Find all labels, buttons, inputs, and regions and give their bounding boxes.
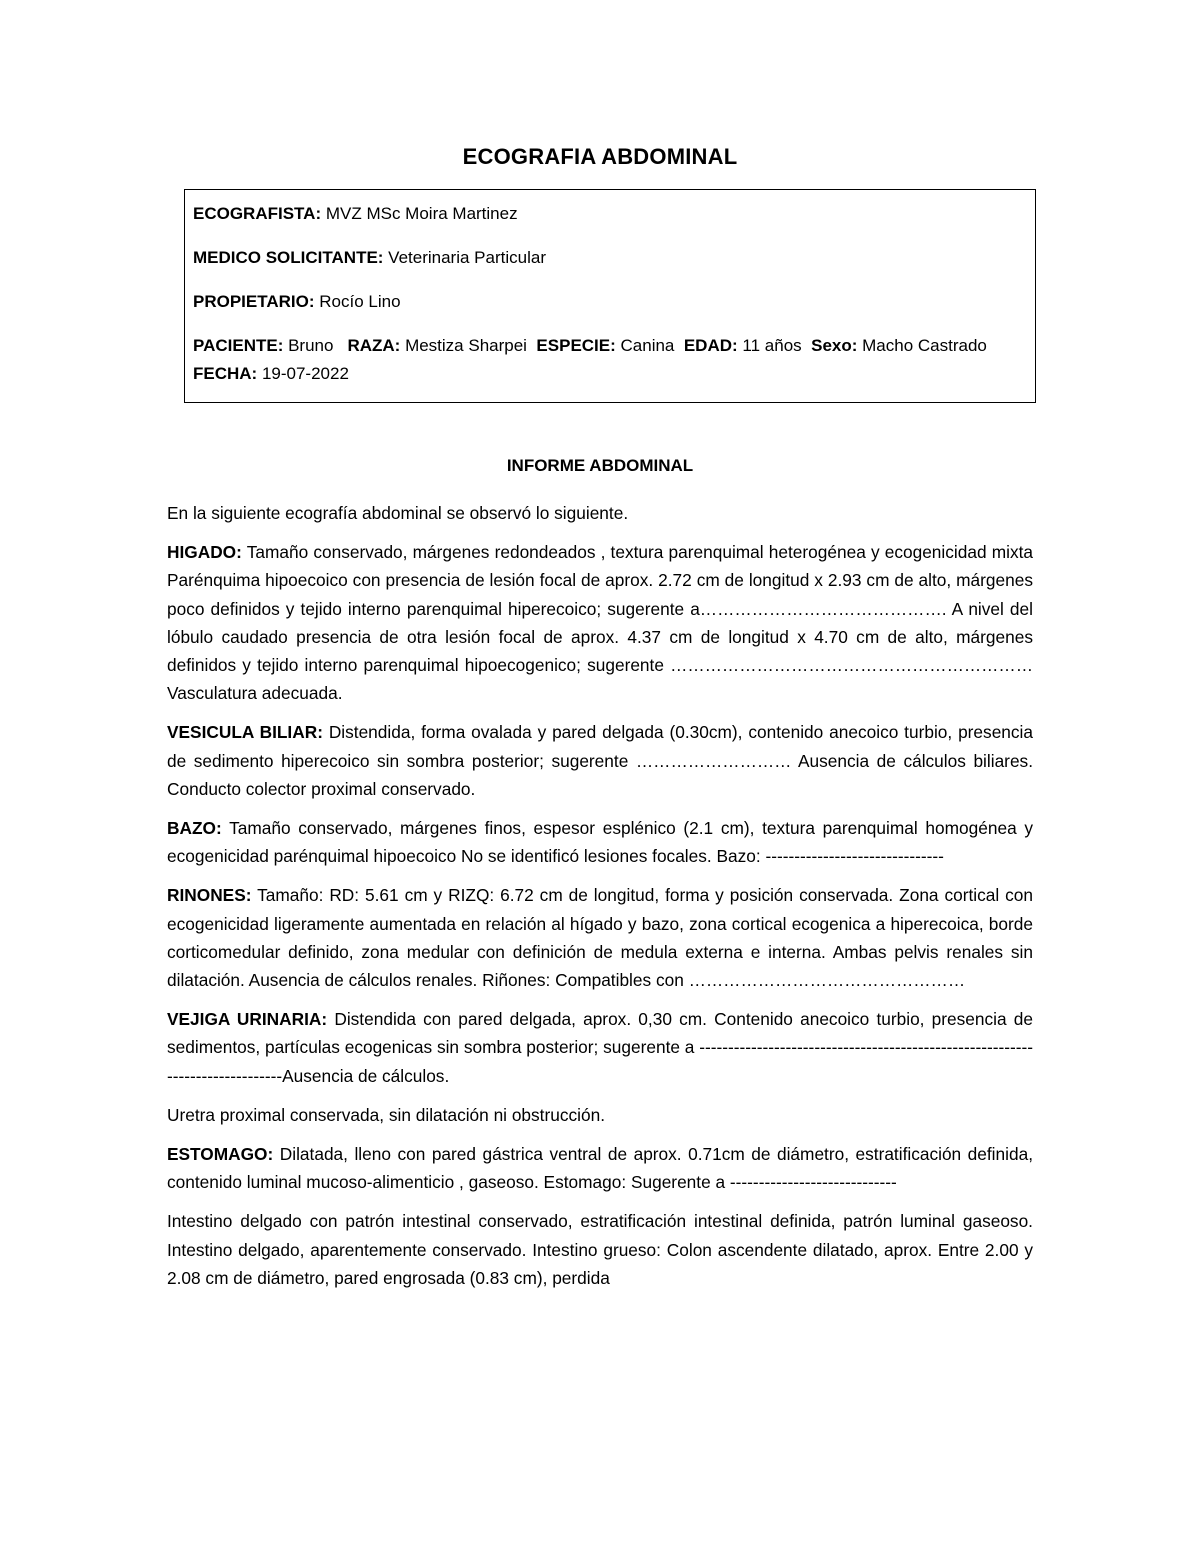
- vesicula-label: VESICULA BILIAR:: [167, 722, 323, 743]
- propietario-label: PROPIETARIO:: [193, 292, 315, 311]
- fecha-label: FECHA:: [193, 364, 258, 383]
- vejiga-text: Distendida con pared delgada, aprox. 0,30 cm. Contenido anecoico turbio, presencia de sedimentos, partículas ecogenicas sin sombra posterior; sugerente a ------------------------------------------------------------------------------Ausencia de cálculos.: [167, 1009, 1033, 1086]
- section-title: INFORME ABDOMINAL: [506, 456, 694, 475]
- paciente-label: PACIENTE:: [193, 336, 284, 355]
- bazo-paragraph: [167, 814, 1033, 870]
- vejiga-paragraph: [167, 1005, 1033, 1090]
- paciente-value: Bruno: [283, 336, 334, 355]
- ecografista-line: [193, 200, 1025, 228]
- higado-text: Tamaño conservado, márgenes redondeados , textura parenquimal heterogénea y ecogenicidad mixta Parénquima hipoecoico con presencia de lesión focal de aprox. 2.72 cm de longitud x 2.93 cm de alto, márgenes poco definidos y tejido interno parenquimal hiperecoico; sugerente a……………………………………. A nivel del lóbulo caudado presencia de otra lesión focal de aprox. 4.37 cm de longitud x 4.70 cm de alto, márgenes definidos y tejido interno parenquimal hipoecogenico; sugerente ………………………………………………………Vasculatura adecuada.: [167, 542, 1033, 704]
- rinones-text: Tamaño: RD: 5.61 cm y RIZQ: 6.72 cm de longitud, forma y posición conservada. Zona cortical con ecogenicidad ligeramente aumentada en relación al hígado y bazo, zona cortical ecogenica a hiperecoica, borde corticomedular definido, zona medular con definición de medula externa e interna. Ambas pelvis renales sin dilatación. Ausencia de cálculos renales. Riñones: Compatibles con …………………………………………: [167, 885, 1033, 991]
- ecografista-value: MVZ MSc Moira Martinez: [321, 204, 518, 223]
- propietario-line: [193, 288, 1025, 316]
- estomago-paragraph: [167, 1140, 1033, 1196]
- sexo-value: Macho Castrado: [857, 336, 987, 355]
- vejiga-label: VEJIGA URINARIA:: [167, 1009, 328, 1030]
- report-body: [167, 499, 1033, 1303]
- estomago-label: ESTOMAGO:: [167, 1144, 274, 1165]
- edad-value: 11 años: [737, 336, 802, 355]
- sexo-label: Sexo:: [811, 336, 858, 355]
- document-title: ECOGRAFIA ABDOMINAL: [462, 144, 738, 169]
- intestino-paragraph: Intestino delgado con patrón intestinal conservado, estratificación intestinal definida, patrón luminal gaseoso. Intestino delgado, aparentemente conservado. Intestino grueso: Colon ascendente dilatado, aprox. Entre 2.00 y 2.08 cm de diámetro, pared engrosada (0.83 cm), perdida: [167, 1211, 1033, 1288]
- especie-value: Canina: [615, 336, 675, 355]
- patient-line: [193, 332, 1025, 388]
- ecografista-label: ECOGRAFISTA:: [193, 204, 322, 223]
- patient-info-box: [184, 189, 1036, 403]
- especie-label: ESPECIE:: [536, 336, 616, 355]
- medico-label: MEDICO SOLICITANTE:: [193, 248, 384, 267]
- bazo-text: Tamaño conservado, márgenes finos, espesor esplénico (2.1 cm), textura parenquimal homogénea y ecogenicidad parénquimal hipoecoico No se identificó lesiones focales. Bazo: -------------------------------: [167, 818, 1033, 867]
- vesicula-paragraph: [167, 718, 1033, 803]
- higado-paragraph: [167, 538, 1033, 707]
- propietario-value: Rocío Lino: [314, 292, 401, 311]
- fecha-value: 19-07-2022: [257, 364, 349, 383]
- medico-line: [193, 244, 1025, 272]
- uretra-paragraph: Uretra proximal conservada, sin dilatación ni obstrucción.: [167, 1104, 605, 1125]
- bazo-label: BAZO:: [167, 818, 222, 839]
- raza-value: Mestiza Sharpei: [400, 336, 527, 355]
- medico-value: Veterinaria Particular: [383, 248, 546, 267]
- rinones-paragraph: [167, 881, 1033, 994]
- higado-label: HIGADO:: [167, 542, 242, 563]
- raza-label: RAZA:: [347, 336, 401, 355]
- intro-paragraph: En la siguiente ecografía abdominal se observó lo siguiente.: [167, 503, 629, 523]
- estomago-text: Dilatada, lleno con pared gástrica ventral de aprox. 0.71cm de diámetro, estratificación definida, contenido luminal mucoso-alimenticio , gaseoso. Estomago: Sugerente a -----------------------------: [167, 1144, 1033, 1193]
- vesicula-text: Distendida, forma ovalada y pared delgada (0.30cm), contenido anecoico turbio, presencia de sedimento hiperecoico sin sombra posterior; sugerente ……………………… Ausencia de cálculos biliares. Conducto colector proximal conservado.: [167, 722, 1034, 799]
- rinones-label: RINONES:: [167, 885, 252, 906]
- edad-label: EDAD:: [683, 336, 738, 355]
